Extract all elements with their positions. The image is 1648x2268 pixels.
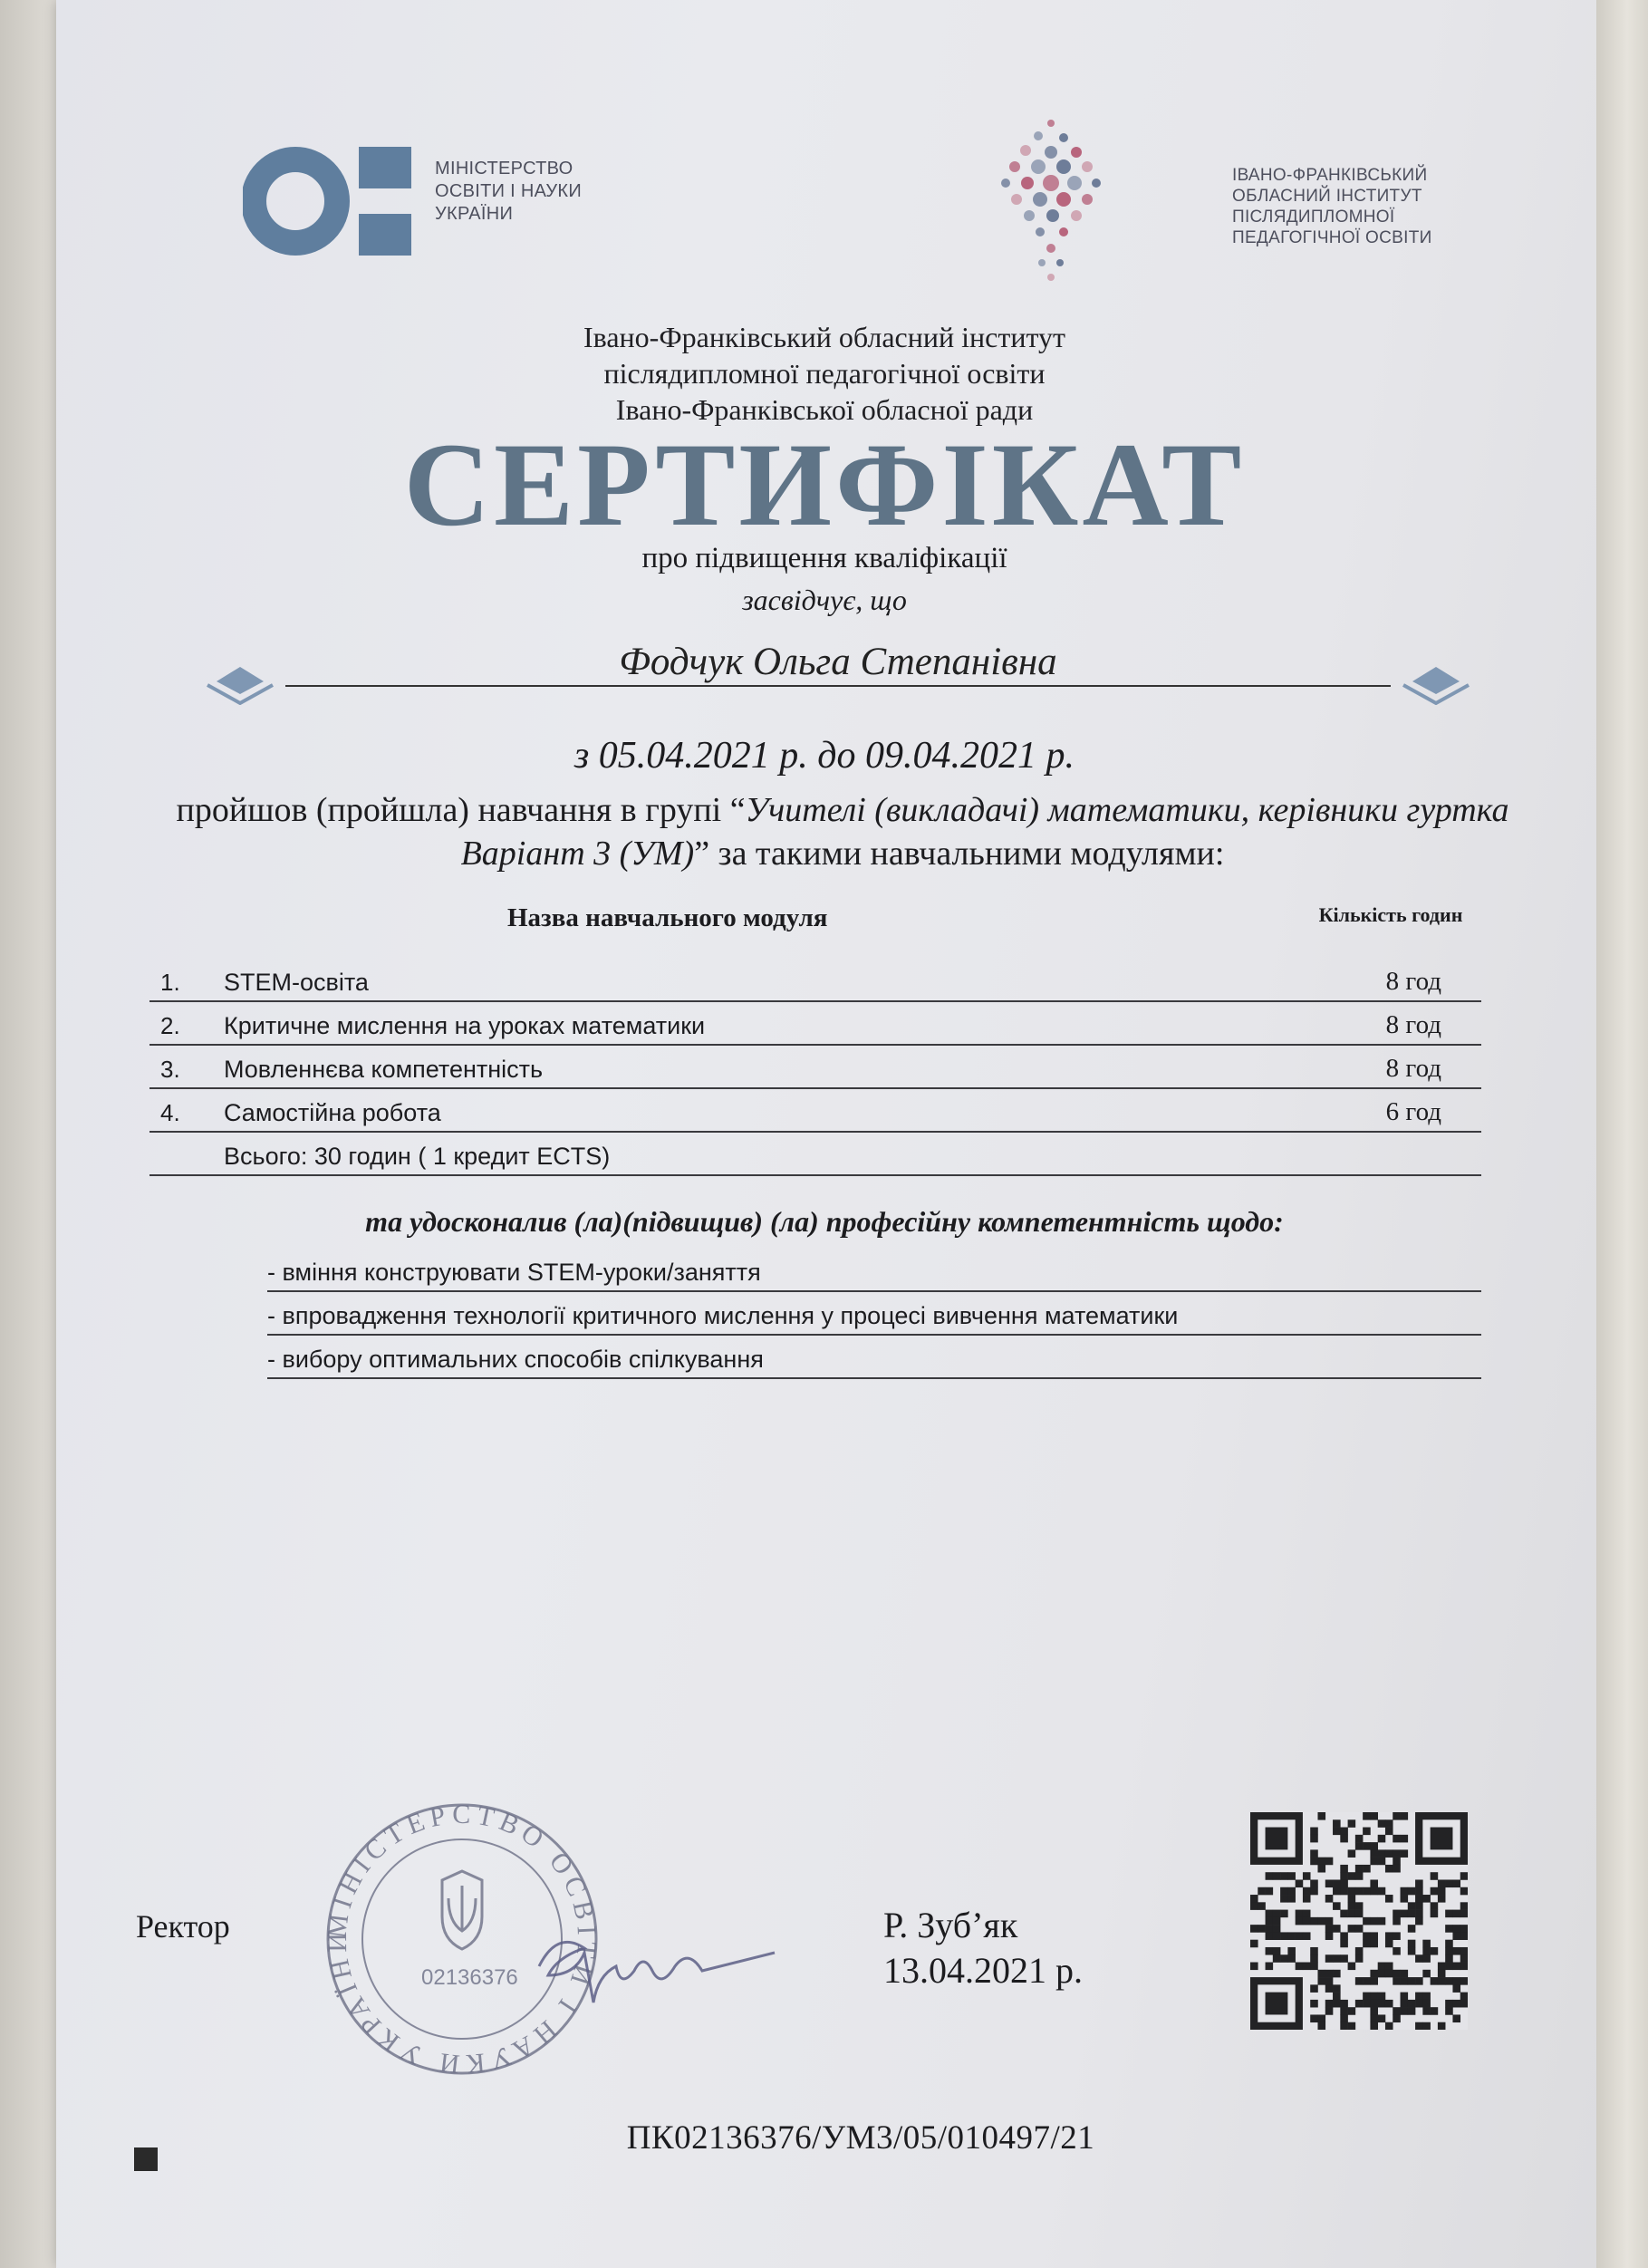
qr-code (1250, 1812, 1468, 2030)
svg-text:МІНІСТЕРСТВО ОСВІТИ І НАУКИ УК: МІНІСТЕРСТВО ОСВІТИ І НАУКИ УКРАЇНИ (322, 1799, 602, 2080)
logo-dot (1056, 192, 1071, 207)
logo-dot (1034, 131, 1043, 140)
group-name: Учителі (викладачі) математики, керівники гуртка Варіант 3 (УМ) (460, 791, 1509, 873)
institute-logo-icon (988, 116, 1114, 288)
rector-label: Ректор (136, 1908, 230, 1945)
training-description: пройшов (пройшла) навчання в групі “Учителі (викладачі) математики, керівники гуртка Варіант 3 (УМ)” за такими навчальними модулями: (176, 791, 1509, 873)
certificate-title: СЕРТИФІКАТ (403, 418, 1246, 551)
svg-text:02136376: 02136376 (421, 1965, 518, 1990)
binder-left-edge (0, 0, 56, 2268)
logo-dot (1082, 194, 1093, 205)
recipient-name: Фодчук Ольга Степанівна (619, 641, 1057, 683)
header-line-2: післядипломної педагогічної освіти (603, 357, 1046, 390)
logo-dot (1045, 146, 1057, 159)
logo-dot (1021, 177, 1034, 189)
logo-dot (1031, 159, 1046, 174)
hours-header: Кількість годин (1318, 903, 1463, 926)
logo-dot (1020, 145, 1031, 156)
logo-dot (1082, 161, 1093, 172)
logo-dot (1059, 227, 1068, 236)
logo-dot (1009, 161, 1020, 172)
competence-item: - вибору оптимальних способів спілкування (267, 1336, 1481, 1379)
binder-right-edge (1596, 0, 1648, 2268)
logo-dot (1036, 227, 1045, 236)
logo-dot (1046, 209, 1059, 222)
competence-heading: та удосконалив (ла)(підвищив) (ла) професійну компетентність щодо: (365, 1205, 1284, 1238)
certifies-text: засвідчує, що (742, 584, 907, 616)
logo-dot (1033, 192, 1047, 207)
certificate-code: ПК02136376/УМ3/05/010497/21 (626, 2119, 1095, 2157)
logo-dot (1056, 159, 1071, 174)
logo-dot (1047, 120, 1055, 127)
competence-item: - вміння конструювати STEM-уроки/заняття (267, 1249, 1481, 1292)
logo-dot (1071, 210, 1082, 221)
signer-name: Р. Зуб’як (883, 1905, 1018, 1945)
module-row: 4. Самостійна робота 6 год (149, 1089, 1481, 1133)
signer-block (883, 1903, 1083, 1993)
ministry-name: МІНІСТЕРСТВО ОСВІТИ І НАУКИ УКРАЇНИ (435, 159, 582, 224)
ministry-logo-icon (243, 145, 424, 257)
logo-dot (1001, 179, 1010, 188)
module-name-header: Назва навчального модуля (507, 903, 828, 932)
diamond-right-icon (1400, 665, 1472, 705)
competence-item: - впровадження технології критичного мислення у процесі вивчення математики (267, 1292, 1481, 1336)
certificate-subtitle: про підвищення кваліфікації (641, 542, 1007, 574)
corner-mark (134, 2147, 158, 2171)
logo-dot (1047, 274, 1055, 281)
training-dates: з 05.04.2021 р. до 09.04.2021 р. (573, 735, 1075, 777)
module-row: 3. Мовленнєва компетентність 8 год (149, 1046, 1481, 1089)
module-row: 1. STEM-освіта 8 год (149, 959, 1481, 1002)
logo-dot (1092, 179, 1101, 188)
recipient-row (204, 634, 1472, 707)
rector-signature (521, 1912, 793, 2012)
logo-dot (1043, 175, 1059, 191)
logo-dot (1046, 244, 1055, 253)
header-line-1: Івано-Франківський обласний інститут (583, 321, 1065, 353)
module-row: 2. Критичне мислення на уроках математики 8 год (149, 1002, 1481, 1046)
institute-name: ІВАНО-ФРАНКІВСЬКИЙ ОБЛАСНИЙ ІНСТИТУТ ПІСЛЯДИПЛОМНОЇ ПЕДАГОГІЧНОЇ ОСВІТИ (1232, 166, 1432, 247)
logo-dot (1038, 259, 1046, 266)
logo-dot (1071, 147, 1082, 158)
logo-dot (1067, 176, 1082, 190)
logo-dot (1024, 210, 1035, 221)
total-row: Всього: 30 годин ( 1 кредит ECTS) (149, 1133, 1481, 1176)
logo-dot (1059, 133, 1068, 142)
logo-dot (1056, 259, 1064, 266)
name-underline (285, 685, 1391, 687)
logo-dot (1011, 194, 1022, 205)
signature-date: 13.04.2021 р. (883, 1950, 1083, 1991)
header-line-3: Івано-Франківської обласної ради (615, 393, 1034, 426)
